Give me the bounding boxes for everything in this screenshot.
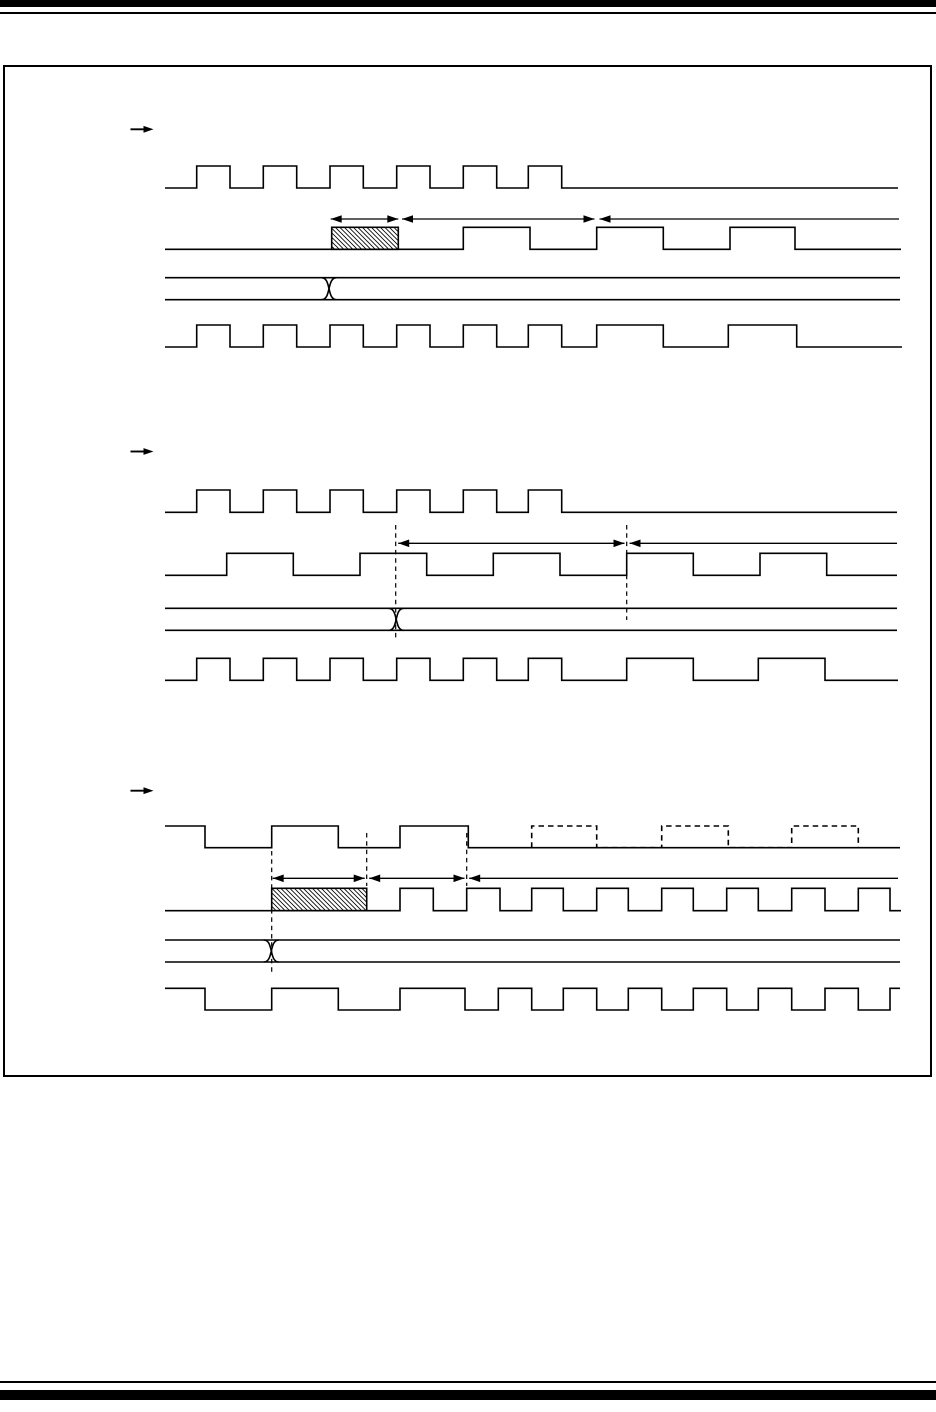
measure-arrowhead-icon bbox=[584, 215, 595, 223]
clock-waveform-top-stopped-dashed bbox=[532, 826, 859, 848]
measure-arrowhead-icon bbox=[600, 215, 611, 223]
measure-arrowhead-icon bbox=[402, 215, 413, 223]
clock-waveform-bottom bbox=[165, 988, 900, 1010]
measure-arrowhead-icon bbox=[369, 875, 380, 883]
measure-arrowhead-icon bbox=[614, 540, 625, 548]
hatched-region-fill bbox=[332, 227, 399, 249]
clock-waveform-top bbox=[165, 166, 898, 188]
clock-waveform-bottom bbox=[165, 658, 898, 680]
label-pointer-arrow-icon bbox=[144, 787, 154, 794]
page-bottom-rule-bar bbox=[0, 1390, 936, 1400]
measure-arrowhead-icon bbox=[273, 875, 284, 883]
measure-arrowhead-icon bbox=[387, 215, 398, 223]
timing-diagram-1 bbox=[131, 126, 903, 347]
label-pointer-arrow-icon bbox=[144, 448, 154, 455]
clock-waveform-bottom bbox=[165, 325, 902, 347]
label-pointer-arrow-icon bbox=[144, 126, 154, 133]
measure-arrowhead-icon bbox=[398, 540, 409, 548]
timing-diagram-2 bbox=[131, 448, 899, 680]
hatched-region-fill bbox=[272, 888, 367, 910]
timing-diagram-3 bbox=[131, 787, 902, 1010]
measure-arrowhead-icon bbox=[469, 875, 480, 883]
page-bottom-rule-line bbox=[0, 1381, 936, 1383]
measure-arrowhead-icon bbox=[354, 875, 365, 883]
measure-arrowhead-icon bbox=[454, 875, 465, 883]
measure-arrowhead-icon bbox=[630, 540, 641, 548]
bus-transition-x bbox=[322, 278, 337, 300]
switched-clock-waveform bbox=[165, 227, 901, 249]
clock-waveform-top bbox=[165, 490, 897, 512]
measure-arrowhead-icon bbox=[331, 215, 342, 223]
switched-clock-waveform bbox=[165, 553, 897, 575]
